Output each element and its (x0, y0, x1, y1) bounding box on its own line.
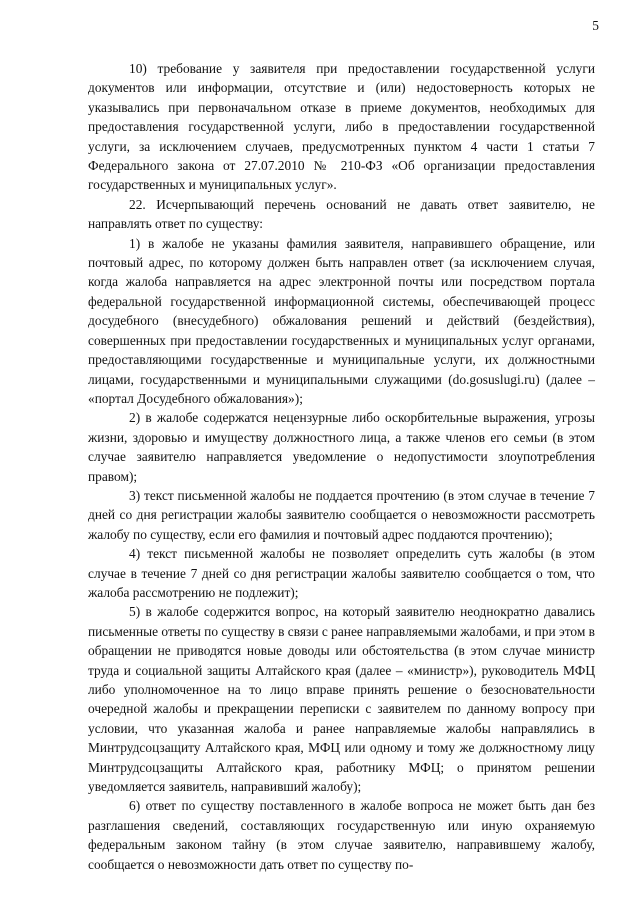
paragraph-item-6: 6) ответ по существу поставленного в жалобе вопроса не может быть дан без разглашения сведений, составляющих государственную или иную охраняемую федеральным законом тайну (в этом случае заявителю, направившему жалобу, сообщается о невозможности дать ответ по существу по- (88, 798, 595, 872)
page-number: 5 (592, 18, 599, 33)
paragraph-item-3: 3) текст письменной жалобы не поддается прочтению (в этом случае в течение 7 дней со дня регистрации жалобы заявителю сообщается о невозможности рассмотреть жалобу по существу, если его фамилия и почтовый адрес поддаются прочтению); (88, 487, 595, 542)
paragraph-item-1: 1) в жалобе не указаны фамилия заявителя, направившего обращение, или почтовый адрес, по которому должен быть направлен ответ (за исключением случая, когда жалоба направляется на адрес электронной почты или посредством портала федеральной государственной информационной системы, обеспечивающей процесс досудебного (внесудебного) обжалования решений и действий (бездействия), совершенных при предоставлении государственных и муниципальных услуг органами, предоставляющими государственные и муниципальные услуги, их должностными лицами, государственными и муниципальными служащими (do.gosuslugi.ru) (далее – «портал Досудебного обжалования»); (88, 235, 595, 406)
paragraph-item-10: 10) требование у заявителя при предоставлении государственной услуги документов или информации, отсутствие и (или) недостоверность которых не указывались при первоначальном отказе в приеме документов, необходимых для предоставления государственной услуги, либо в предоставлении государственной услуги, за исключением случаев, предусмотренных пунктом 4 части 1 статьи 7 Федерального закона от 27.07.2010 № 210-ФЗ «Об организации предоставления государственных и муниципальных услуг». (88, 61, 595, 193)
paragraph-section-22: 22. Исчерпывающий перечень оснований не давать ответ заявителю, не направлять ответ по существу: (88, 196, 595, 232)
paragraph-item-4: 4) текст письменной жалобы не позволяет определить суть жалобы (в этом случае в течение 7 дней со дня регистрации жалобы заявителю сообщается о том, что жалоба рассмотрению не подлежит); (88, 546, 595, 600)
paragraph-item-2: 2) в жалобе содержатся нецензурные либо оскорбительные выражения, угрозы жизни, здоровью и имуществу должностного лица, а также членов его семьи (в этом случае заявителю направляется уведомление о недопустимости злоупотребления правом); (88, 410, 595, 484)
paragraph-item-5: 5) в жалобе содержится вопрос, на который заявителю неоднократно давались письменные ответы по существу в связи с ранее направляемыми жалобами, и при этом в обращении не приводятся новые доводы или обстоятельства (в этом случае министр труда и социальной защиты Алтайского края (далее – «министр»), руководитель МФЦ либо уполномоченное на то лицо вправе принять решение о безосновательности очередной жалобы и прекращении переписки с заявителем по данному вопросу при условии, что указанная жалоба и ранее направляемые жалобы направлялись в Минтрудсоцзащиту Алтайского края, МФЦ или одному и тому же должностному лицу Минтрудсоцзащиты Алтайского края, работнику МФЦ; о принятом решении уведомляется заявитель, направивший жалобу); (88, 604, 595, 795)
document-body (88, 59, 595, 874)
